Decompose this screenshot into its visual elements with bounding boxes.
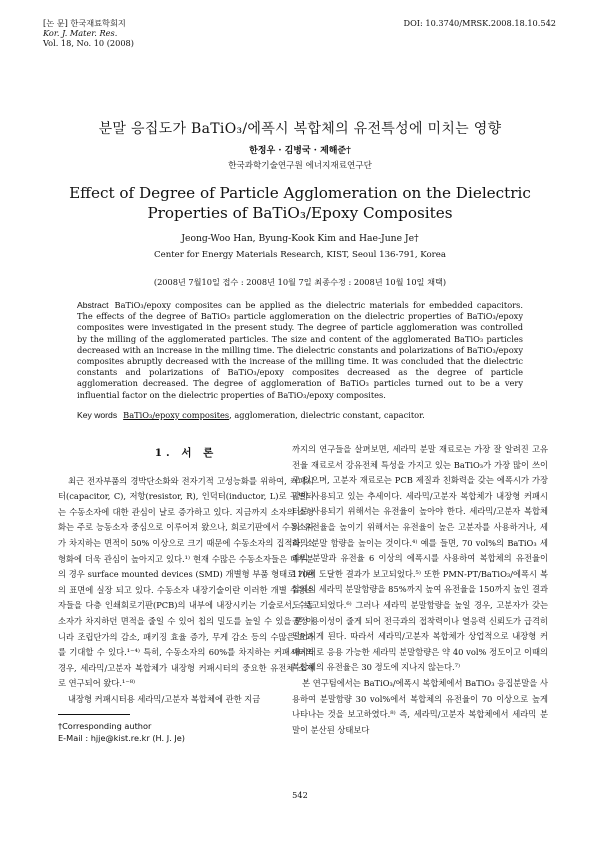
paragraph: 까지의 연구들을 살펴보면, 세라믹 분말 재료로는 가장 잘 알려진 고유전율 재료로서 강유전체 특성을 가지고 있는 BaTiO₃가 가장 많이 쓰이고 있으며, 고분자 재료로는 PCB 제질과 친화력을 갖는 에폭시가 가장 많이 사용되고 있는 추세이다. 세라믹/고분자 복합체가 내장형 커패시터로 사용되기 위해서는 유전율이 높아야 한다. 세라믹/고분자 복합체의 유전율을 높이기 위해서는 유전율이 높은 고분자를 사용하거나, 세라믹 분말 함량을 높이는 것이다.⁴⁾ 예를 들면, 70 vol%의 BaTiO₃ 세라믹 분말과 유전율 6 이상의 에폭시를 사용하여 복합체의 유전율이 110에 도달한 결과가 보고되었다.⁵⁾ 또한 PMN-PT/BaTiO₃/에폭시 복합체의 세라믹 분말함량을 85%까지 높여 유전율을 150까지 높인 결과도 보고되었다.⁶⁾ 그러나 세라믹 분말함량을 높일 경우, 고분자가 갖는 공정 용이성이 줄게 되어 전극과의 접착력이나 열응력 신뢰도가 급격히 떨어지게 된다. 따라서 세라믹/고분자 복합체가 상업적으로 내장형 커패시터로 응용 가능한 세라믹 분말함량은 약 40 vol% 정도이고 이때의 복합체의 유전율은 30 정도에 지나지 않는다.⁷⁾ — [292, 444, 548, 673]
title-english-line-2: Properties of BaTiO₃/Epoxy Composites — [147, 204, 453, 222]
paragraph: 본 연구팀에서는 BaTiO₃/에폭시 복합체에서 BaTiO₃ 응집분말을 사용하여 분말함량 30 vol%에서 복합체의 유전율이 70 이상으로 높게 나타나는 것을 보고하였다.⁸⁾ 즉, 세라믹/고분자 복합체에서 세라믹 분말이 분산된 상태보다 — [292, 677, 548, 735]
section-title: 1. 서 론 — [154, 447, 218, 459]
abstract-text: BaTiO₃/epoxy composites can be applied as the dielectric materials for embedded capacitors. The effects of the degree of BaTiO₃ particle agglomeration on the dielectric properties of BaTiO₃/epoxy composites were investigated in the present study. The degree of particle agglomeration was controlled by the milling of the agglomerated particles. The size and content of the agglomerated BaTiO₃ particles decreased with an increase in the milling time. The dielectric constants and polarizations of BaTiO₃/epoxy composites abruptly decreased with the increase of the milling time. It was concluded that the dielectric constants and polarizations of BaTiO₃/epoxy composites decreased as the degree of particle agglomeration decreased. The degree of agglomeration of BaTiO₃ particles turned out to be a very influential factor on the dielectric properties of BaTiO₃/epoxy composites. — [77, 300, 523, 400]
paragraph: 최근 전자부품의 경박단소화와 전자기적 고성능화를 위하여, 커패시터(capacitor, C), 저항(resistor, R), 인덕터(inductor, L)로 구별되는 수동소자에 대한 관심이 날로 증가하고 있다. 지금까지 소자의 소형화는 주로 능동소자 중심으로 이루어져 왔으나, 회로기판에서 수동소자가 차지하는 면적이 50% 이상으로 크기 때문에 수동소자의 집적화, 소형화에 더욱 관심이 높아지고 있다.¹⁾ 현재 수많은 수동소자들은 대부분의 경우 surface mounted devices (SMD) 개별형 부품 형태로 기판의 표면에 실장 되고 있다. 수동소자 내장기술이란 이러한 개별 수동소자들을 다층 인쇄회로기판(PCB)의 내부에 내장시키는 기술로서, 수동소자가 차지하던 면적을 줄일 수 있어 칩의 밀도를 높일 수 있을 뿐 아니라 조립단가의 감소, 패키징 효율 증가, 무게 감소 등의 수많은 효과를 기대할 수 있다.¹⁻⁴⁾ 특히, 수동소자의 60%를 차지하는 커패시터의 경우, 세라믹/고분자 복합체가 내장형 커패시터의 중요한 유전체 소재로 연구되어 왔다.¹⁻⁸⁾ — [58, 475, 314, 689]
keywords-rest: , agglomeration, dielectric constant, capacitor. — [229, 410, 425, 420]
author-email: E-Mail : hjje@kist.re.kr (H. J. Je) — [58, 733, 185, 743]
keywords — [77, 410, 523, 420]
keyword-first: BaTiO₃/epoxy composites — [123, 410, 230, 420]
footnote-divider — [58, 714, 130, 715]
journal-header — [43, 18, 134, 48]
keywords-label: Key words — [77, 410, 118, 420]
right-column — [292, 442, 548, 738]
title-english-line-1: Effect of Degree of Particle Agglomeration on the Dielectric — [69, 184, 531, 202]
submission-dates: (2008년 7월10일 접수 : 2008년 10월 7일 최종수정 : 2008년 10월 10일 채택) — [153, 277, 447, 287]
journal-name-ko: [논 문] 한국재료학회지 — [43, 18, 126, 28]
title-english — [60, 183, 540, 223]
doi: DOI: 10.3740/MRSK.2008.18.10.542 — [403, 18, 556, 28]
paragraph: 내장형 커패시터용 세라믹/고분자 복합체에 관한 지금 — [68, 693, 261, 704]
corresponding-author: †Corresponding author — [58, 721, 152, 731]
footnote — [58, 720, 185, 744]
title-korean: 분말 응집도가 BaTiO₃/에폭시 복합체의 유전특성에 미치는 영향 — [98, 121, 502, 137]
authors-korean: 한정우 · 김병국 · 제해준† — [249, 146, 351, 156]
affiliation-korean: 한국과학기술연구원 에너지재료연구단 — [228, 161, 372, 171]
left-column — [58, 443, 314, 708]
journal-volume: Vol. 18, No. 10 (2008) — [43, 38, 134, 48]
authors-english: Jeong-Woo Han, Byung-Kook Kim and Hae-June Je† — [181, 233, 419, 244]
affiliation-english: Center for Energy Materials Research, KIST, Seoul 136-791, Korea — [154, 250, 446, 260]
journal-abbreviation: Kor. J. Mater. Res. — [43, 28, 118, 38]
abstract — [77, 300, 523, 401]
page-number: 542 — [292, 790, 308, 800]
abstract-label: Abstract — [77, 300, 109, 310]
